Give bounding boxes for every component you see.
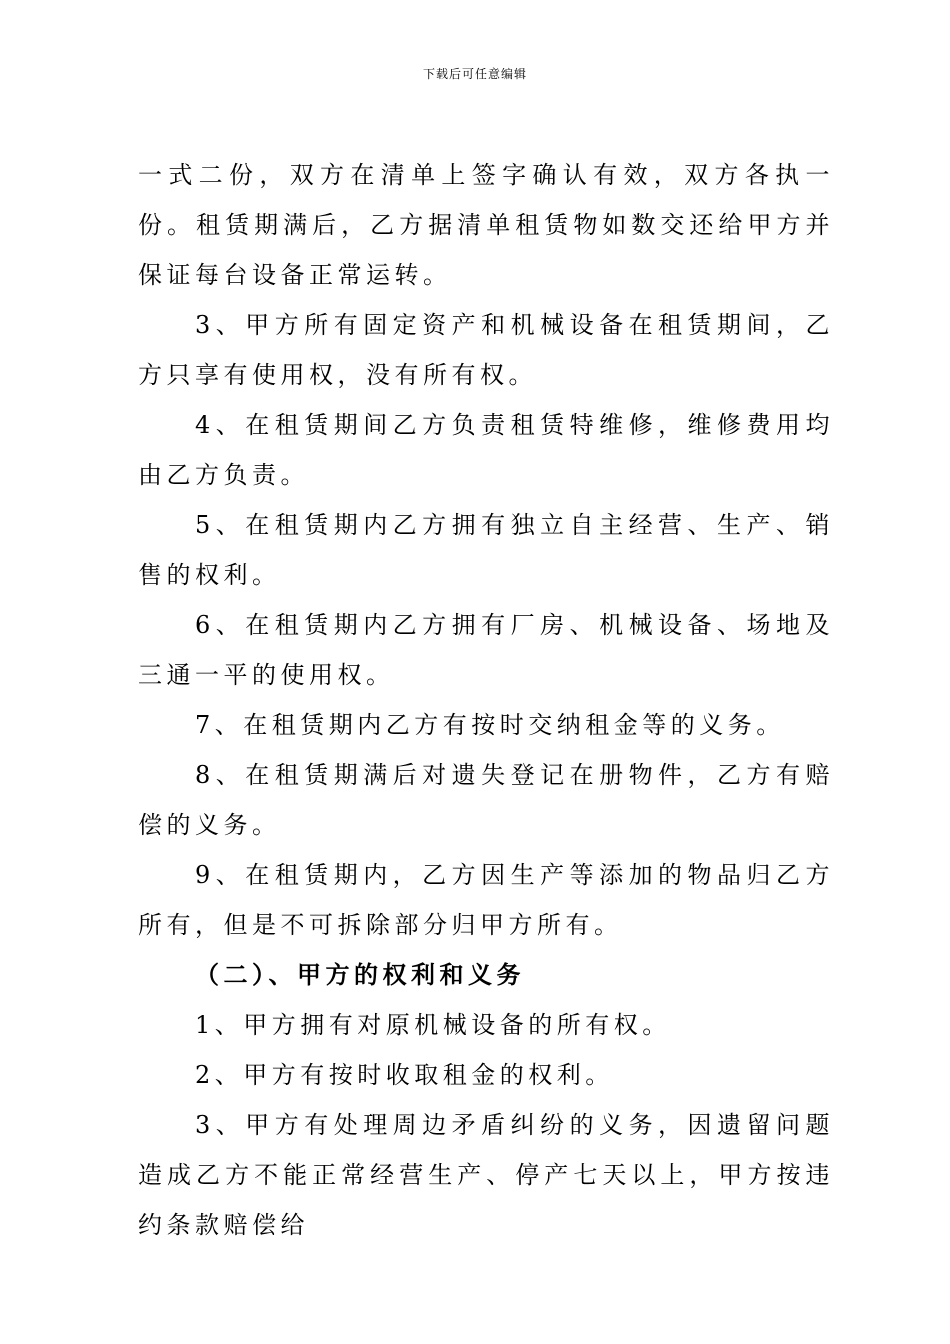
clause-8-compensation: 8、在租赁期满后对遗失登记在册物件，乙方有赔偿的义务。 (138, 761, 834, 839)
clause-a3-disputes: 3、甲方有处理周边矛盾纠纷的义务，因遗留问题造成乙方不能正常经营生产、停产七天以上，甲方按违约条款赔偿给 (138, 1111, 834, 1239)
document-body (138, 150, 834, 1250)
clause-6-facility-right: 6、在租赁期内乙方拥有厂房、机械设备、场地及三通一平的使用权。 (138, 611, 834, 689)
clause-4-maintenance: 4、在租赁期间乙方负责租赁特维修，维修费用均由乙方负责。 (138, 411, 834, 489)
section-heading-party-a: （二）、甲方的权利和义务 (195, 960, 525, 989)
clause-5-operation-right: 5、在租赁期内乙方拥有独立自主经营、生产、销售的权利。 (138, 511, 834, 589)
page-header: 下载后可任意编辑 (422, 67, 527, 81)
clause-7-rent-duty: 7、在租赁期内乙方有按时交纳租金等的义务。 (195, 711, 785, 739)
paragraph-continuation: 一式二份，双方在清单上签字确认有效，双方各执一份。租赁期满后，乙方据清单租赁物如数交还给甲方并保证每台设备正常运转。 (138, 161, 834, 289)
clause-3-usage-right: 3、甲方所有固定资产和机械设备在租赁期间，乙方只享有使用权，没有所有权。 (138, 311, 834, 389)
clause-9-added-items: 9、在租赁期内，乙方因生产等添加的物品归乙方所有，但是不可拆除部分归甲方所有。 (138, 861, 834, 939)
clause-a1-ownership: 1、甲方拥有对原机械设备的所有权。 (195, 1011, 671, 1039)
clause-a2-collect-rent: 2、甲方有按时收取租金的权利。 (195, 1061, 614, 1089)
